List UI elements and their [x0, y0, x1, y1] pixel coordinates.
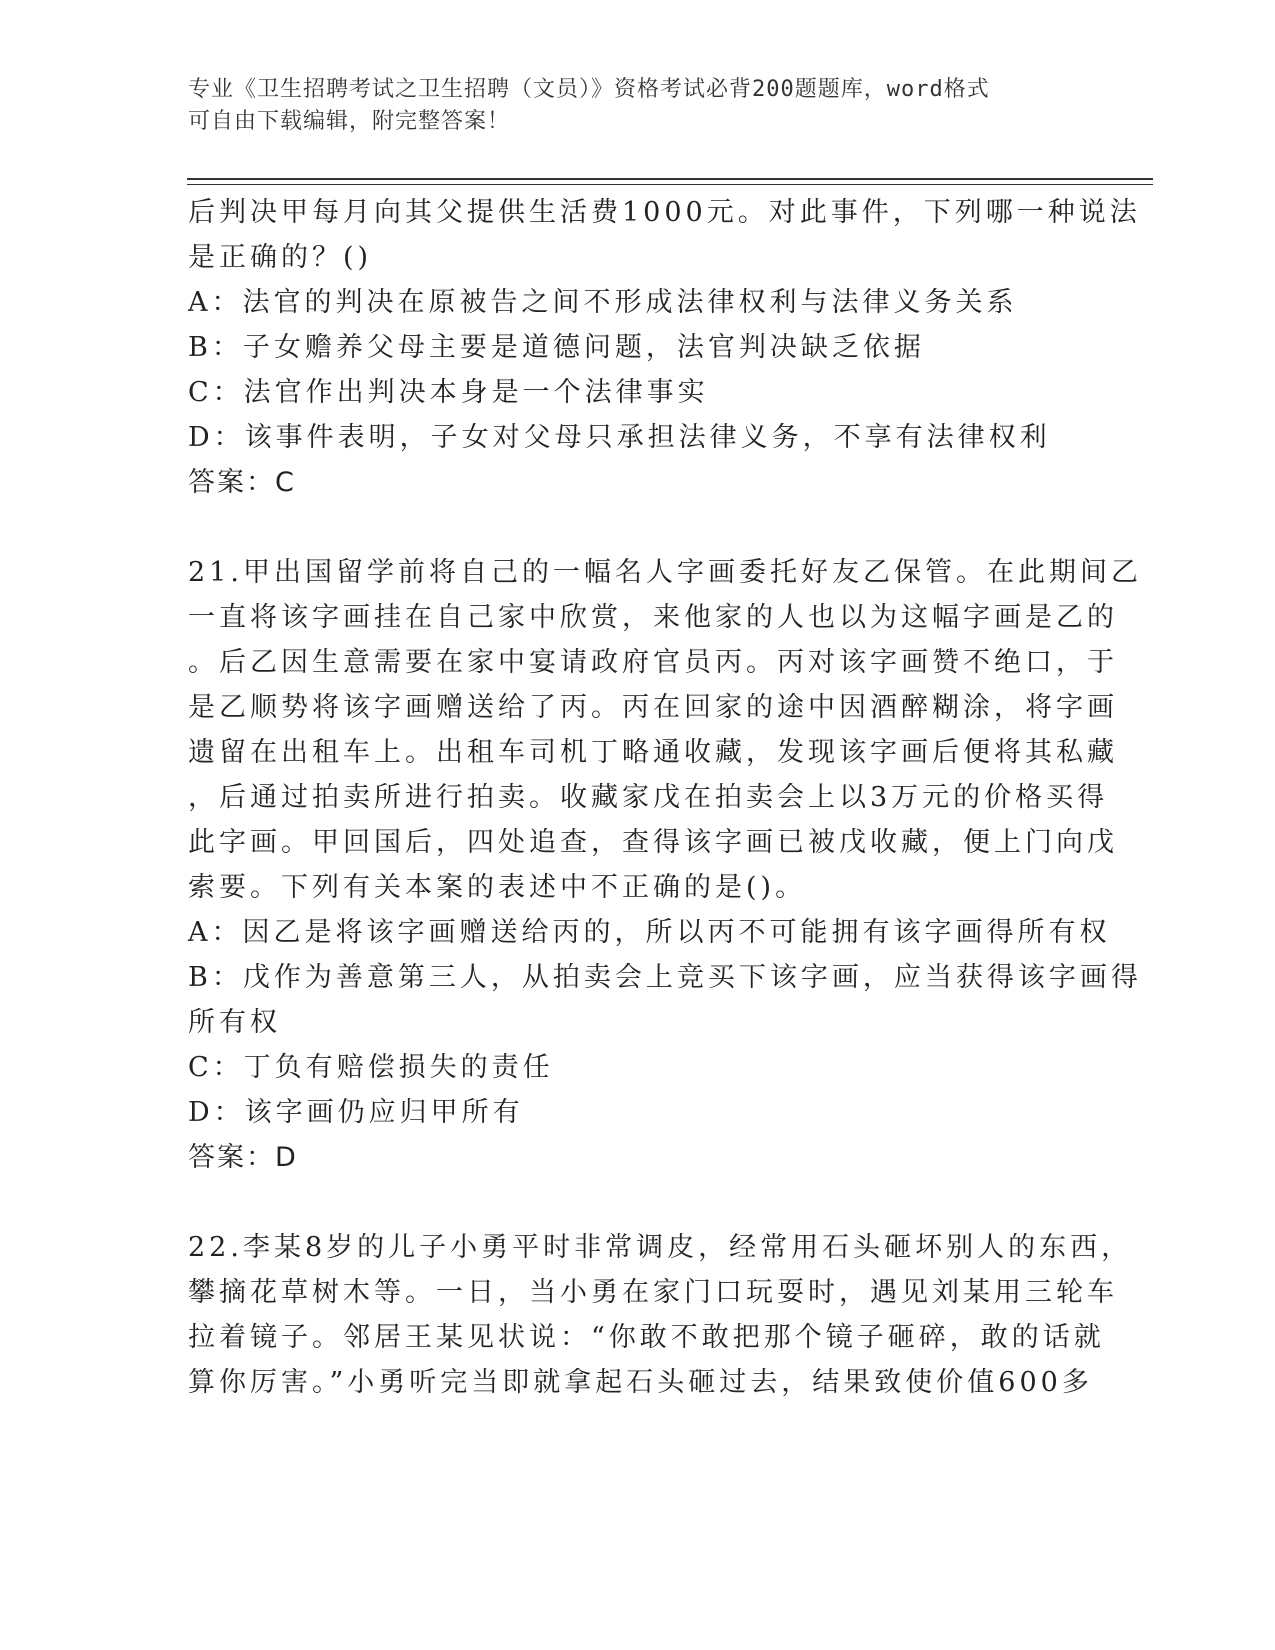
- question-stem-line: 拉着镜子。邻居王某见状说：“你敢不敢把那个镜子砸碎，敢的话就: [188, 1322, 1105, 1353]
- header-line: 专业《卫生招聘考试之卫生招聘（文员）》资格考试必背200题题库，word格式: [188, 77, 990, 102]
- question-stem-line: 。后乙因生意需要在家中宴请政府官员丙。丙对该字画赞不绝口，于: [188, 647, 1118, 678]
- header-divider: [187, 178, 1153, 180]
- option-a: A：因乙是将该字画赠送给丙的，所以丙不可能拥有该字画得所有权: [188, 917, 1111, 948]
- document-body: [188, 190, 1142, 1405]
- option-a: A：法官的判决在原被告之间不形成法律权利与法律义务关系: [188, 287, 1018, 318]
- header-divider: [187, 184, 1153, 185]
- option-b: B：戊作为善意第三人，从拍卖会上竞买下该字画，应当获得该字画得: [188, 962, 1142, 993]
- question-22: [188, 1225, 1133, 1405]
- option-c: C：法官作出判决本身是一个法律事实: [188, 377, 709, 408]
- question-stem-line: 遗留在出租车上。出租车司机丁略通收藏，发现该字画后便将其私藏: [188, 737, 1118, 768]
- option-b-continuation: 所有权: [188, 1007, 281, 1038]
- question-stem-line: 后判决甲每月向其父提供生活费1000元。对此事件，下列哪一种说法: [188, 197, 1141, 228]
- answer-label: 答案：D: [188, 1142, 298, 1173]
- header-line: 可自由下载编辑，附完整答案！: [188, 109, 511, 134]
- question-stem-line: 22.李某8岁的儿子小勇平时非常调皮，经常用石头砸坏别人的东西，: [188, 1232, 1133, 1263]
- option-d: D：该字画仍应归甲所有: [188, 1097, 524, 1128]
- question-stem-line: 一直将该字画挂在自己家中欣赏，来他家的人也以为这幅字画是乙的: [188, 602, 1118, 633]
- question-stem-line: 是正确的？(): [188, 242, 373, 273]
- option-b: B：子女赡养父母主要是道德问题，法官判决缺乏依据: [188, 332, 925, 363]
- answer-label: 答案：C: [188, 467, 296, 498]
- spacer: [188, 1180, 1068, 1225]
- question-stem-line: 算你厉害。”小勇听完当即就拿起石头砸过去，结果致使价值600多: [188, 1367, 1093, 1398]
- option-c: C：丁负有赔偿损失的责任: [188, 1052, 554, 1083]
- question-stem-line: ，后通过拍卖所进行拍卖。收藏家戊在拍卖会上以3万元的价格买得: [188, 782, 1109, 813]
- question-stem-line: 索要。下列有关本案的表述中不正确的是()。: [188, 872, 807, 903]
- question-stem-line: 21.甲出国留学前将自己的一幅名人字画委托好友乙保管。在此期间乙: [188, 557, 1142, 588]
- question-stem-line: 是乙顺势将该字画赠送给了丙。丙在回家的途中因酒醉糊涂，将字画: [188, 692, 1118, 723]
- question-20-continuation: [188, 190, 1141, 505]
- page-header: [188, 74, 1088, 138]
- spacer: [188, 505, 1068, 550]
- option-d: D：该事件表明，子女对父母只承担法律义务，不享有法律权利: [188, 422, 1051, 453]
- question-stem-line: 此字画。甲回国后，四处追查，查得该字画已被戊收藏，便上门向戊: [188, 827, 1118, 858]
- question-stem-line: 攀摘花草树木等。一日，当小勇在家门口玩耍时，遇见刘某用三轮车: [188, 1277, 1118, 1308]
- question-21: [188, 550, 1142, 1180]
